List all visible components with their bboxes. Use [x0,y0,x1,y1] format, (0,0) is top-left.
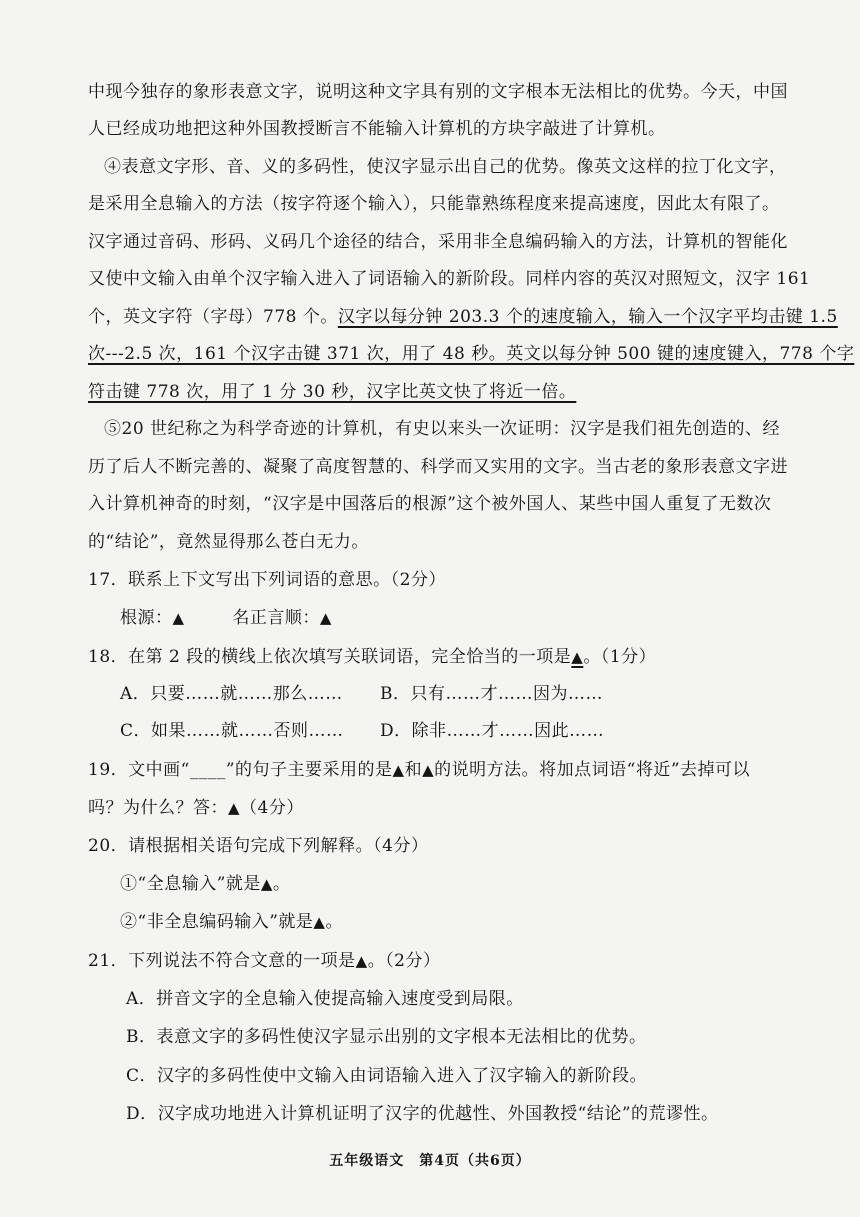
passage-line: ⑤20 世纪称之为科学奇迹的计算机，有史以来头一次证明：汉字是我们祖先创造的、经 [104,419,781,439]
stem-text: 19．文中画“ [88,760,190,780]
stem-text: （4分） [240,798,304,818]
question-19-line2 [88,797,304,819]
item-label: ②“非全息编码输入”就是 [120,912,314,932]
answer-blank[interactable]: ▲ [571,648,584,666]
stem-text: ”的句子主要采用的是 [225,760,393,780]
question-19-stem [88,759,750,781]
answer-blank[interactable]: ▲ [319,609,332,627]
option-d[interactable]: D．汉字成功地进入计算机证明了汉字的优越性、外国教授“结论”的荒谬性。 [126,1104,719,1124]
answer-blank[interactable]: ▲ [313,913,326,931]
passage-line [88,306,838,328]
question-17-items [120,607,332,629]
item-label: ①“全息输入”就是 [120,874,261,894]
answer-blank[interactable]: ▲ [422,761,435,779]
underline-gap: ____ [189,760,226,780]
item-label: 名正言顺： [232,608,320,628]
answer-blank[interactable]: ▲ [228,799,241,817]
option-b[interactable]: B．表意文字的多码性使汉字显示出别的文字根本无法相比的优势。 [126,1027,647,1047]
option-c[interactable]: C．汉字的多码性使中文输入由词语输入进入了汉字输入的新阶段。 [126,1066,648,1086]
question-18-options-row2 [120,720,604,742]
question-17-stem: 17．联系上下文写出下列词语的意思。（2分） [88,570,446,590]
option-b[interactable]: B．只有……才……因为…… [380,684,603,704]
question-20-item1 [120,873,290,895]
option-a[interactable]: A．拼音文字的全息输入使提高输入速度受到局限。 [126,989,524,1009]
passage-line: 又使中文输入由单个汉字输入进入了词语输入的新阶段。同样内容的英汉对照短文，汉字 161 [88,269,811,289]
stem-text: 。（2分） [367,951,441,971]
question-20-item2 [120,911,343,933]
page-footer: 五年级语文 第4页（共6页） [329,1153,531,1169]
passage-line: 入计算机神奇的时刻，“汉字是中国落后的根源”这个被外国人、某些中国人重复了无数次 [88,494,772,514]
passage-line: ④表意文字形、音、义的多码性，使汉字显示出自己的优势。像英文这样的拉丁化文字， [104,157,787,177]
passage-line: 历了后人不断完善的、凝聚了高度智慧的、科学而又实用的文字。当古老的象形表意文字进 [88,457,788,477]
option-a[interactable]: A．只要……就……那么…… [120,684,343,704]
item-label: 根源： [120,608,173,628]
passage-line: 是采用全息输入的方法（按字符逐个输入），只能靠熟练程度来提高速度，因此太有限了。 [88,194,780,214]
answer-blank[interactable]: ▲ [355,952,368,970]
stem-text: 21．下列说法不符合文意的一项是 [88,951,356,971]
underlined-sentence: 汉字以每分钟 203.3 个的速度输入，输入一个汉字平均击键 1.5 [337,307,838,327]
answer-blank[interactable]: ▲ [392,761,405,779]
answer-blank[interactable]: ▲ [260,875,273,893]
answer-blank[interactable]: ▲ [172,609,185,627]
stem-text: 。 [272,874,291,894]
passage-line: 人已经成功地把这种外国教授断言不能输入计算机的方块字敲进了计算机。 [88,119,666,139]
underlined-sentence: 次---2.5 次，161 个汉字击键 371 次，用了 48 秒。英文以每分钟 500 键的速度键入，778 个字 [88,344,855,364]
option-c[interactable]: C．如果……就……否则…… [120,721,344,741]
stem-text: 和 [404,760,423,780]
passage-line [88,343,854,365]
stem-text: 的说明方法。将加点词语“将近”去掉可以 [434,760,751,780]
stem-text: 。（1分） [583,647,657,667]
passage-text: 个，英文字符（字母）778 个。 [88,307,338,327]
stem-text: 吗？为什么？答： [88,798,228,818]
option-d[interactable]: D．除非……才……因此…… [380,721,605,741]
question-20-stem: 20．请根据相关语句完成下列解释。（4分） [88,836,429,856]
passage-line: 中现今独存的象形表意文字，说明这种文字具有别的文字根本无法相比的优势。今天，中国 [88,82,788,102]
question-21-stem [88,950,441,972]
passage-line: 汉字通过音码、形码、义码几个途径的结合，采用非全息编码输入的方法，计算机的智能化 [88,232,788,252]
question-18-options-row1 [120,683,603,705]
stem-text: 18．在第 2 段的横线上依次填写关联词语，完全恰当的一项是 [88,647,572,667]
stem-text: 。 [325,912,343,932]
underlined-sentence: 符击键 778 次，用了 1 分 30 秒，汉字比英文快了将近一倍。 [88,382,577,402]
passage-line [88,381,576,403]
passage-line: 的“结论”，竟然显得那么苍白无力。 [88,532,369,552]
question-18-stem [88,646,656,668]
